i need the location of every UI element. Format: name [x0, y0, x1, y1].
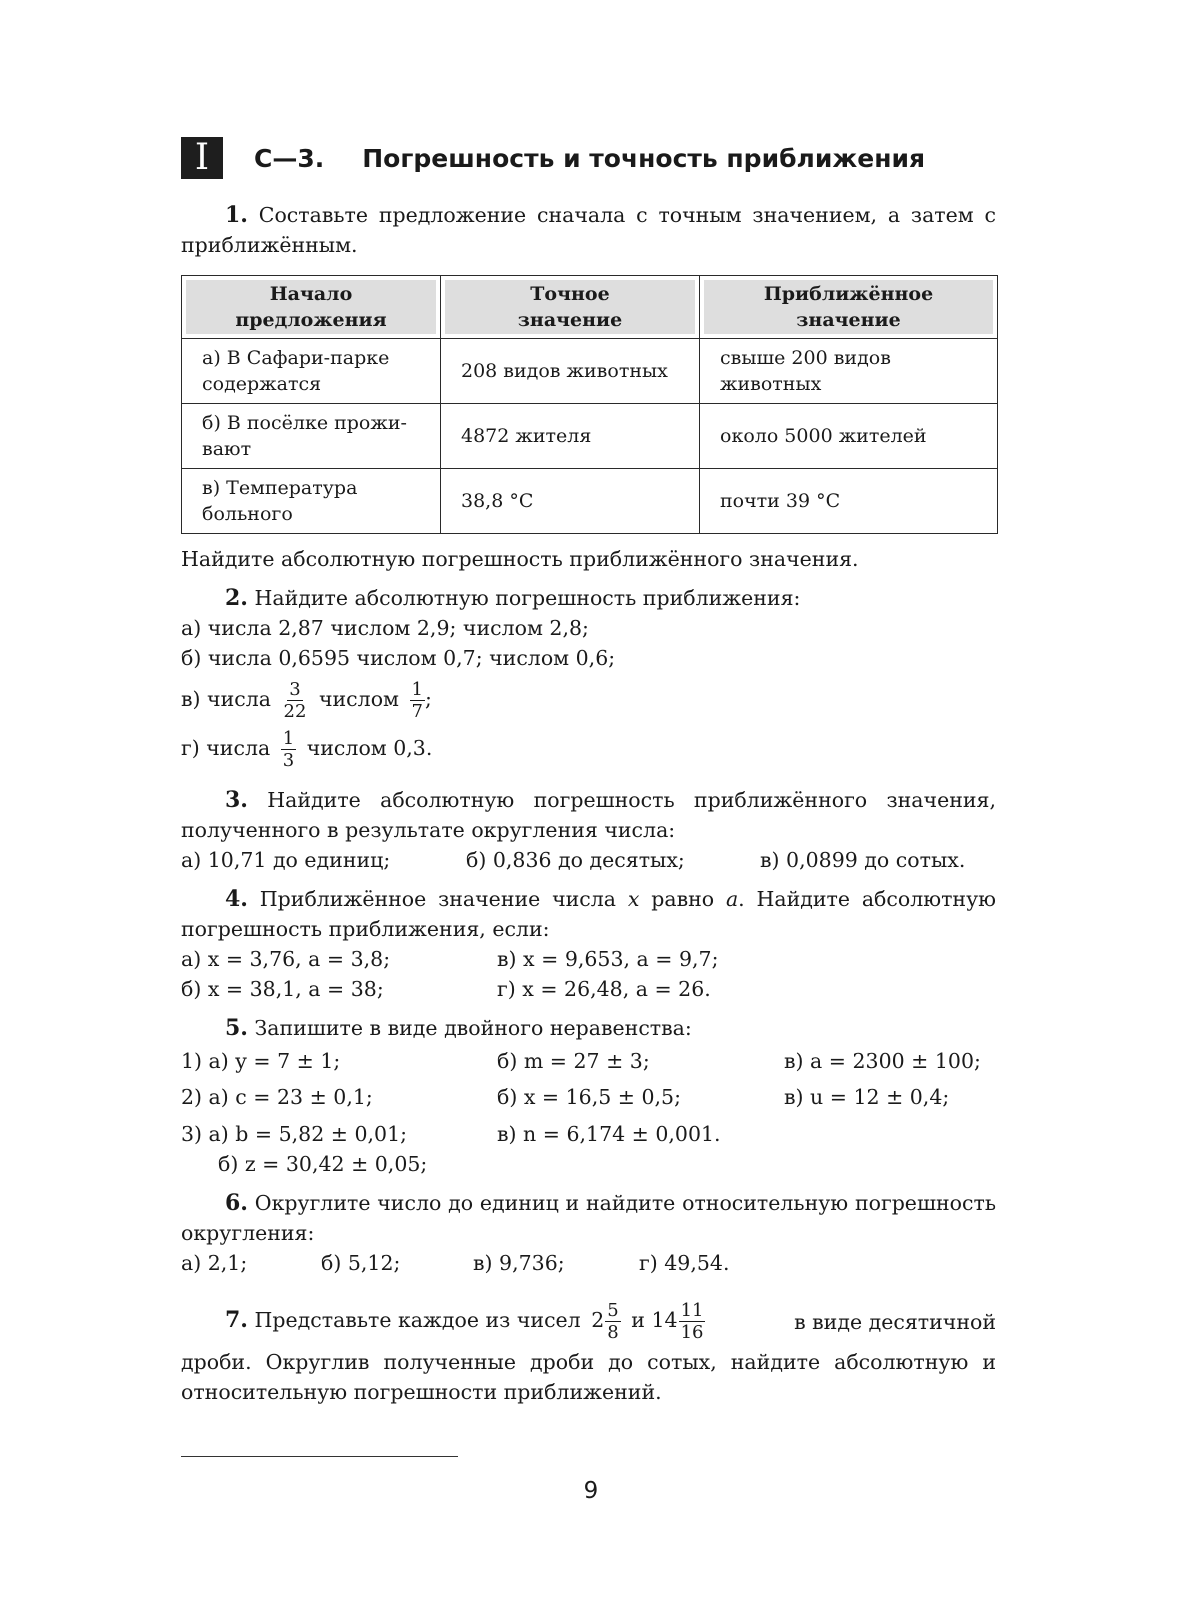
- variable-a: a: [725, 887, 739, 911]
- task-item: б) x = 38,1, a = 38;: [181, 977, 384, 1001]
- table-row: [182, 469, 998, 534]
- task-7-text: дроби. Округлив полученные дроби до сотых, найдите абсолютную и относительную погрешности приближений.: [181, 1350, 996, 1404]
- fraction: $\frac{1}{3}$: [282, 728, 295, 771]
- task-text: Найдите абсолютную погрешность приближения:: [254, 586, 801, 610]
- task-5: [181, 1013, 996, 1043]
- section-code: С—3.: [254, 143, 325, 173]
- task-text: Округлите число до единиц и найдите относительную погрешность округления:: [181, 1191, 996, 1245]
- table-cell: в) Температура больного: [182, 469, 441, 534]
- task-item: в) n = 6,174 ± 0,001.: [497, 1122, 721, 1146]
- task-6: [181, 1188, 996, 1248]
- table-header: Точное значение: [441, 276, 700, 339]
- task-item: б) 0,836 до десятых;: [466, 848, 685, 872]
- task-items-row: [181, 845, 996, 875]
- task-text: Составьте предложение сначала с точным значением, а затем с приближённым.: [181, 203, 996, 257]
- task-number: 4.: [225, 886, 248, 912]
- task-item: в) a = 2300 ± 100;: [784, 1049, 981, 1073]
- task-text: Найдите абсолютную погрешность приближённого значения, полученного в результате округления числа:: [181, 788, 996, 842]
- table-cell: свыше 200 видов животных: [700, 339, 998, 404]
- table-header: Начало предложения: [182, 276, 441, 339]
- task-number: 2.: [225, 585, 248, 611]
- table-cell: 208 видов животных: [441, 339, 700, 404]
- table-header: Приближённое значение: [700, 276, 998, 339]
- task-item: б) x = 16,5 ± 0,5;: [497, 1085, 681, 1109]
- table-cell: около 5000 жителей: [700, 404, 998, 469]
- task-items-row: [181, 1248, 996, 1278]
- task-3: [181, 785, 996, 845]
- task-number: 1.: [225, 202, 248, 228]
- table-cell: 4872 жителя: [441, 404, 700, 469]
- task-item: г) 49,54.: [639, 1251, 730, 1275]
- task-number: 6.: [225, 1190, 248, 1216]
- task-item: 1) а) y = 7 ± 1;: [181, 1049, 341, 1073]
- page-number: 9: [583, 1478, 599, 1504]
- task-1: [181, 200, 996, 260]
- task-items-row: [181, 1079, 996, 1115]
- values-table: [181, 275, 998, 534]
- task-number: 3.: [225, 787, 248, 813]
- table-cell: б) В посёлке прожи- вают: [182, 404, 441, 469]
- task-item: г) x = 26,48, a = 26.: [497, 977, 711, 1001]
- task-item: а) x = 3,76, a = 3,8;: [181, 947, 391, 971]
- task-7: 7. Представьте каждое из чисел 2 $\frac{5}{8}$ и 14 $\frac{11}{16}$ в виде десятичной: [225, 1300, 996, 1343]
- task-item: в) x = 9,653, a = 9,7;: [497, 947, 719, 971]
- task-item: а) 2,1;: [181, 1251, 248, 1275]
- task-item: в) числа $\frac{3}{22}$ числом $\frac{1}{7}$ ;: [181, 679, 432, 722]
- task-text: Запишите в виде двойного неравенства:: [254, 1016, 692, 1040]
- task-item: а) 10,71 до единиц;: [181, 848, 391, 872]
- table-cell: 38,8 °C: [441, 469, 700, 534]
- table-row: [182, 339, 998, 404]
- task-item: в) 0,0899 до сотых.: [760, 848, 966, 872]
- task-item: а) числа 2,87 числом 2,9; числом 2,8;: [181, 616, 589, 640]
- task-items-row: [181, 974, 996, 1004]
- task-item: в) u = 12 ± 0,4;: [784, 1085, 950, 1109]
- fraction: $\frac{3}{22}$: [283, 679, 307, 722]
- table-header-row: [182, 276, 998, 339]
- table-row: [182, 404, 998, 469]
- fraction: $\frac{5}{8}$: [607, 1300, 619, 1343]
- section-heading: [181, 130, 996, 186]
- section-title: Погрешность и точность приближения: [362, 143, 926, 173]
- table-cell: а) В Сафари-парке содержатся: [182, 339, 441, 404]
- task-1-followup: Найдите абсолютную погрешность приближённого значения.: [181, 547, 859, 571]
- task-2: [181, 583, 996, 613]
- task-item: б) m = 27 ± 3;: [497, 1049, 650, 1073]
- fraction: $\frac{11}{16}$: [680, 1300, 704, 1343]
- task-item: в) 9,736;: [473, 1251, 565, 1275]
- task-item: б) числа 0,6595 числом 0,7; числом 0,6;: [181, 646, 616, 670]
- section-roman-badge: I: [181, 137, 223, 179]
- page-content: [181, 130, 996, 1407]
- task-items-row: [181, 1119, 996, 1149]
- table-cell: почти 39 °C: [700, 469, 998, 534]
- task-number: 7.: [225, 1307, 248, 1333]
- task-item: 2) а) c = 23 ± 0,1;: [181, 1085, 373, 1109]
- task-item: 3) а) b = 5,82 ± 0,01;: [181, 1122, 408, 1146]
- footnote-divider: [181, 1456, 458, 1457]
- task-item: б) z = 30,42 ± 0,05;: [218, 1152, 428, 1176]
- task-items-row: [181, 944, 996, 974]
- variable-x: x: [627, 887, 640, 911]
- fraction: $\frac{1}{7}$: [411, 679, 423, 722]
- task-item: б) 5,12;: [321, 1251, 401, 1275]
- task-items-row: [181, 1149, 996, 1179]
- task-4: 4. Приближённое значение числа x равно a. Найдите абсолютную погрешность приближения, если:: [181, 886, 996, 941]
- task-items-row: [181, 1043, 996, 1079]
- task-number: 5.: [225, 1015, 248, 1041]
- task-item: г) числа $\frac{1}{3}$ числом 0,3.: [181, 728, 433, 771]
